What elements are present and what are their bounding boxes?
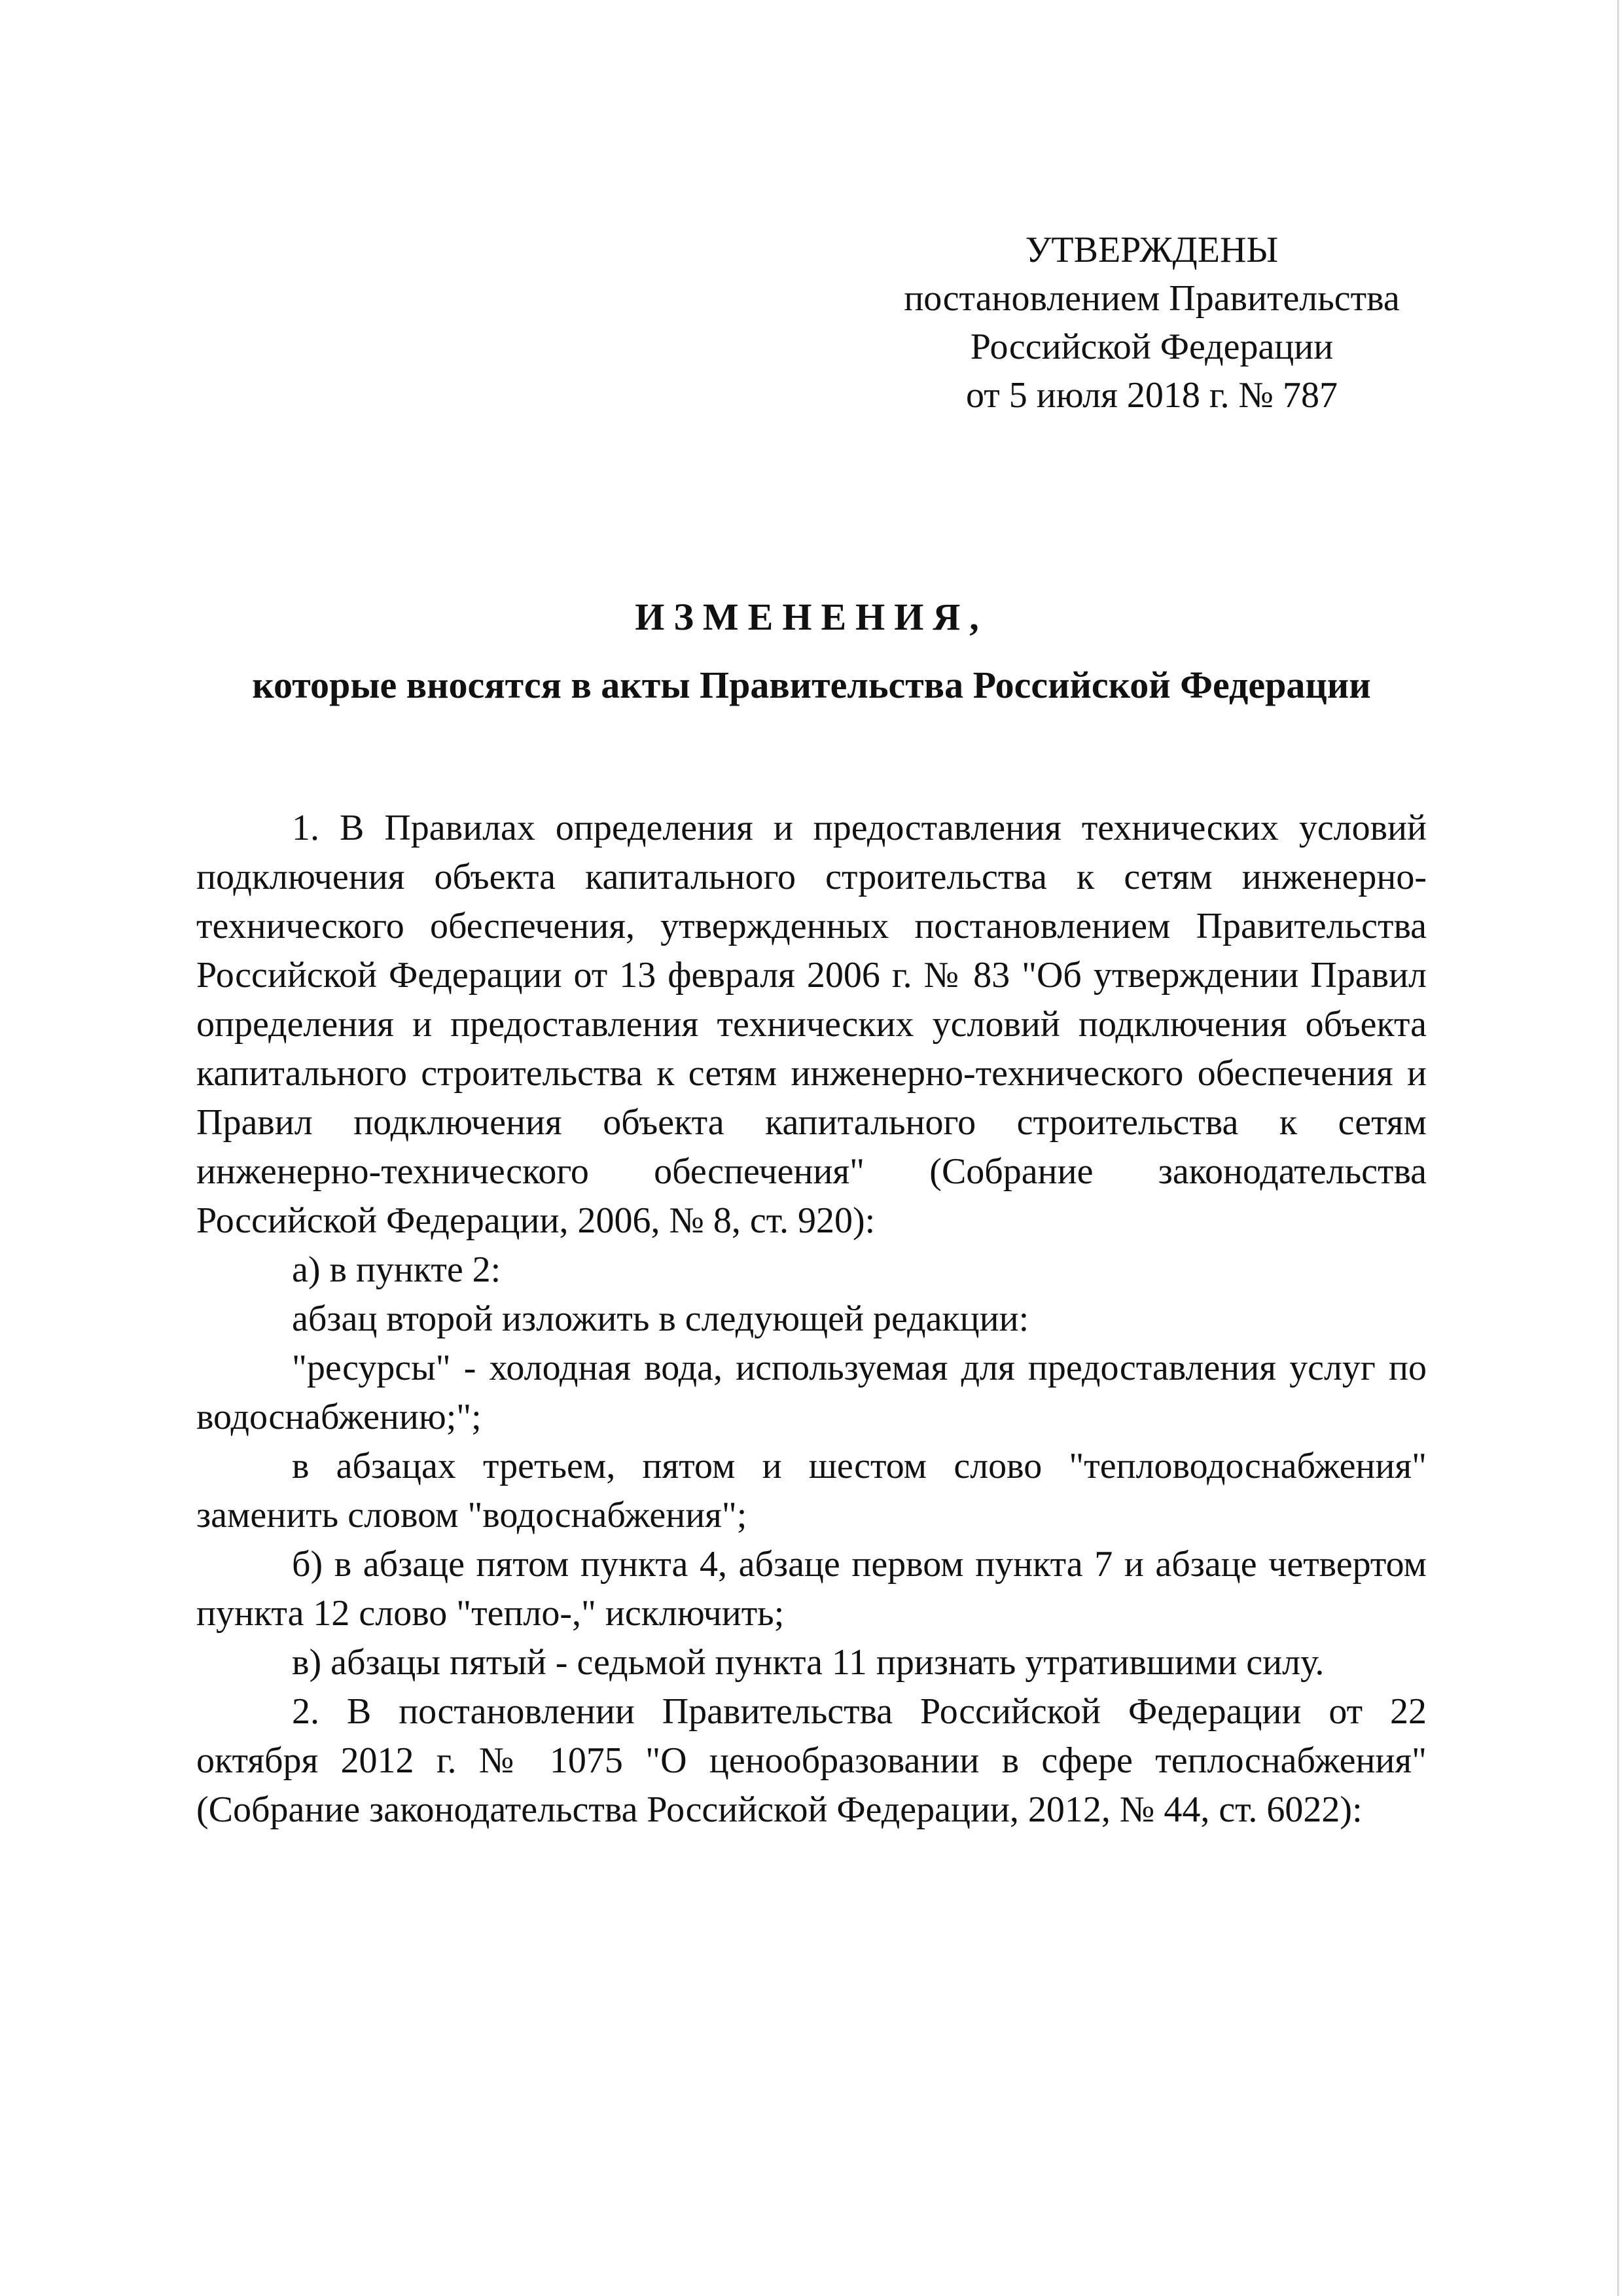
paragraph-4: "ресурсы" - холодная вода, используемая для предоставления услуг по водоснабжению;";	[196, 1348, 1427, 1437]
paragraph-1: 1. В Правилах определения и предоставления технических условий подключения объекта капитального строительства к сетям инженерно-технического обеспечения, утвержденных постановлением Правительства Российской Федерации от 13 февраля 2006 г. № 83 "Об утверждении Правил определения и предоставления технических условий подключения объекта капитального строительства к сетям инженерно-технического обеспечения и Правил подключения объекта капитального строительства к сетям инженерно-технического обеспечения" (Собрание законодательства Российской Федерации, 2006, № 8, ст. 920):	[196, 808, 1427, 1241]
paragraph-7: в) абзацы пятый - седьмой пункта 11 признать утратившими силу.	[292, 1642, 1325, 1683]
document-subtitle: которые вносятся в акты Правительства Российской Федерации	[252, 664, 1371, 706]
paragraph-8: 2. В постановлении Правительства Российской Федерации от 22 октября 2012 г. № 1075 "О ценообразовании в сфере теплоснабжения" (Собрание законодательства Российской Федерации, 2012, № 44, ст. 6022):	[196, 1691, 1427, 1830]
page-edge-line	[1617, 0, 1619, 2296]
approval-line-1: постановлением Правительства	[904, 278, 1400, 319]
approval-line-2: Российской Федерации	[970, 327, 1334, 367]
approval-block	[870, 226, 1433, 420]
approval-title: УТВЕРЖДЕНЫ	[1025, 230, 1279, 270]
document-title-block	[196, 592, 1427, 710]
approval-line-3: от 5 июля 2018 г. № 787	[966, 375, 1338, 416]
document-title: ИЗМЕНЕНИЯ,	[635, 596, 988, 638]
paragraph-6: б) в абзаце пятом пункта 4, абзаце первом пункта 7 и абзаце четвертом пункта 12 слово "тепло-," исключить;	[196, 1544, 1427, 1634]
paragraph-2: а) в пункте 2:	[292, 1249, 501, 1290]
paragraph-5: в абзацах третьем, пятом и шестом слово "тепловодоснабжения" заменить словом "водоснабжения";	[196, 1446, 1427, 1535]
paragraph-3: абзац второй изложить в следующей редакции:	[292, 1299, 1029, 1339]
document-body	[196, 804, 1427, 1835]
